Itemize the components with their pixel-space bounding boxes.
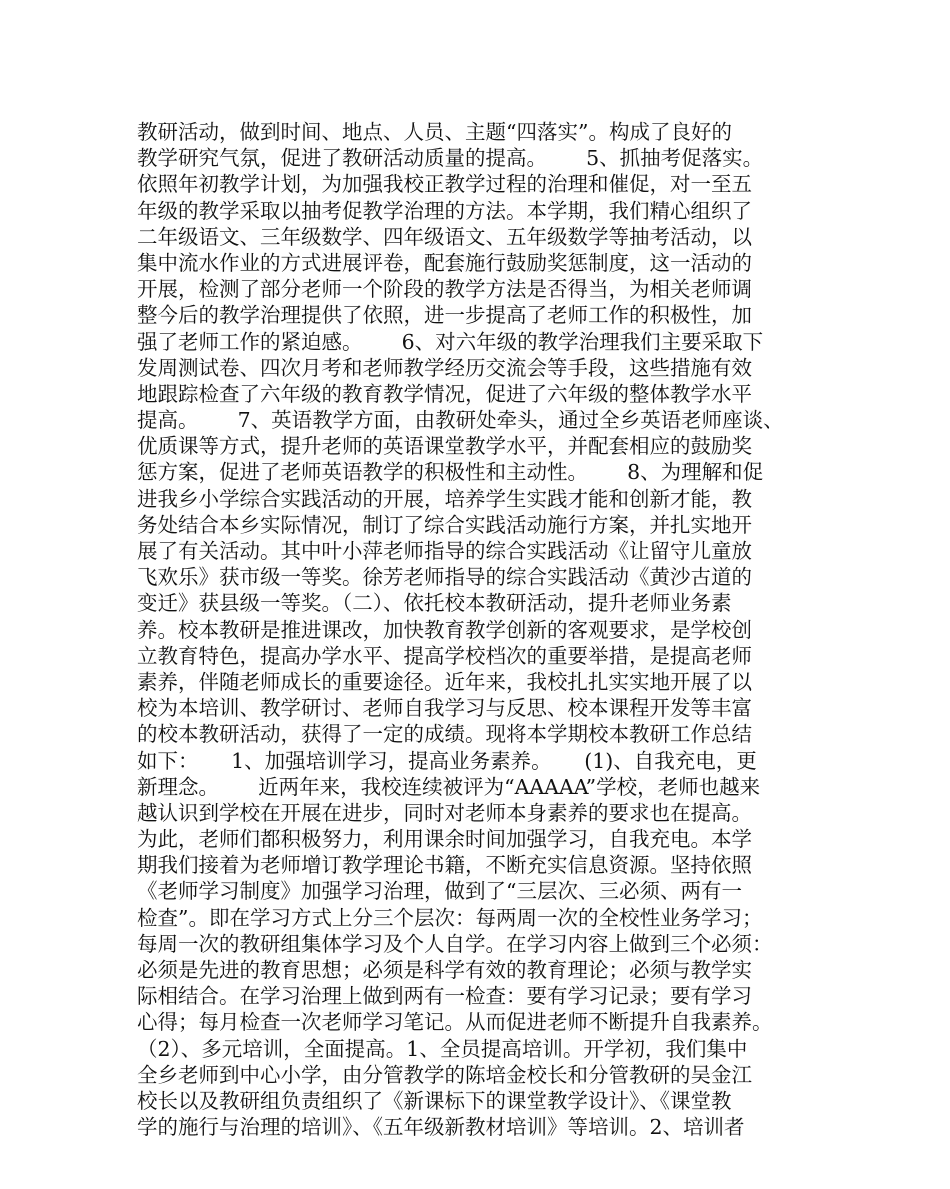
text-line: 立教育特色，提高办学水平、提高学校档次的重要举措，是提高老师 — [137, 643, 752, 668]
text-line: 变迁》获县级一等奖。（二）、依托校本教研活动，提升老师业务素 — [137, 591, 732, 616]
text-line: 学的施行与治理的培训》、《五年级新教材培训》等培训。2、培训者 — [137, 1115, 745, 1140]
text-line: 养。校本教研是推进课改，加快教育教学创新的客观要求，是学校创 — [137, 617, 752, 642]
body-text — [137, 119, 827, 1140]
text-line: 开展，检测了部分老师一个阶段的教学方法是否得当，为相关老师调 — [137, 277, 752, 302]
text-line: 检查”。即在学习方式上分三个层次：每两周一次的全校性业务学习； — [137, 905, 763, 930]
text-line: 为此，老师们都积极努力，利用课余时间加强学习，自我充电。本学 — [137, 827, 752, 852]
text-line: 教研活动，做到时间、地点、人员、主题“四落实”。构成了良好的 — [137, 120, 732, 144]
text-line: 期我们接着为老师增订教学理论书籍，不断充实信息资源。坚持依照 — [137, 853, 752, 878]
text-line: 飞欢乐》获市级一等奖。徐芳老师指导的综合实践活动《黄沙古道的 — [137, 565, 752, 590]
text-line: 教学研究气氛，促进了教研活动质量的提高。 5、抓抽考促落实。 — [137, 146, 764, 171]
text-line: 展了有关活动。其中叶小萍老师指导的综合实践活动《让留守儿童放 — [137, 539, 752, 563]
text-line: 全乡老师到中心小学，由分管教学的陈培金校长和分管教研的吴金江 — [137, 1062, 752, 1087]
text-line: 校长以及教研组负责组织了《新课标下的课堂教学设计》、《课堂教 — [137, 1088, 732, 1113]
text-line: 越认识到学校在开展在进步，同时对老师本身素养的要求也在提高。 — [137, 800, 752, 825]
text-line: 的校本教研活动，获得了一定的成绩。现将本学期校本教研工作总结 — [137, 722, 752, 747]
text-line: 优质课等方式，提升老师的英语课堂教学水平，并配套相应的鼓励奖 — [137, 434, 752, 459]
text-line: 地跟踪检查了六年级的教育教学情况，促进了六年级的整体教学水平 — [137, 381, 752, 406]
text-line: 惩方案，促进了老师英语教学的积极性和主动性。 8、为理解和促 — [137, 460, 764, 485]
text-line: 际相结合。在学习治理上做到两有一检查：要有学习记录；要有学习 — [137, 984, 752, 1009]
text-line: （2）、多元培训，全面提高。1、全员提高培训。开学初，我们集中 — [137, 1036, 748, 1061]
text-line: 校为本培训、教学研讨、老师自我学习与反思、校本课程开发等丰富 — [137, 696, 752, 721]
text-line: 务处结合本乡实际情况，制订了综合实践活动施行方案，并扎实地开 — [137, 512, 752, 537]
text-line: 依照年初教学计划，为加强我校正教学过程的治理和催促，对一至五 — [137, 172, 752, 197]
text-line: 年级的教学采取以抽考促教学治理的方法。本学期，我们精心组织了 — [137, 198, 752, 223]
text-line: 发周测试卷、四次月考和老师教学经历交流会等手段，这些措施有效 — [137, 355, 752, 380]
text-line: 必须是先进的教育思想；必须是科学有效的教育理论；必须与教学实 — [137, 958, 752, 982]
text-line: 整今后的教学治理提供了依照，进一步提高了老师工作的积极性，加 — [137, 303, 752, 328]
text-line: 提高。 7、英语教学方面，由教研处牵头，通过全乡英语老师座谈、 — [137, 408, 784, 433]
text-line: 如下： 1、加强培训学习，提高业务素养。 (1)、自我充电，更 — [137, 748, 757, 773]
text-line: 强了老师工作的紧迫感。 6、对六年级的教学治理我们主要采取下 — [137, 329, 764, 354]
text-line: 素养，伴随老师成长的重要途径。近年来，我校扎扎实实地开展了以 — [137, 669, 752, 694]
text-line: 进我乡小学综合实践活动的开展，培养学生实践才能和创新才能，教 — [137, 486, 752, 511]
text-line: 《老师学习制度》加强学习治理，做到了“三层次、三必须、两有一 — [137, 879, 742, 904]
text-line: 二年级语文、三年级数学、四年级语文、五年级数学等抽考活动，以 — [137, 224, 752, 249]
text-line: 每周一次的教研组集体学习及个人自学。在学习内容上做到三个必须： — [137, 931, 773, 956]
text-line: 心得；每月检查一次老师学习笔记。从而促进老师不断提升自我素养。 — [137, 1010, 773, 1035]
text-line: 集中流水作业的方式进展评卷，配套施行鼓励奖惩制度，这一活动的 — [137, 250, 752, 275]
text-line: 新理念。 近两年来，我校连续被评为“AAAAA”学校，老师也越来 — [137, 774, 761, 799]
